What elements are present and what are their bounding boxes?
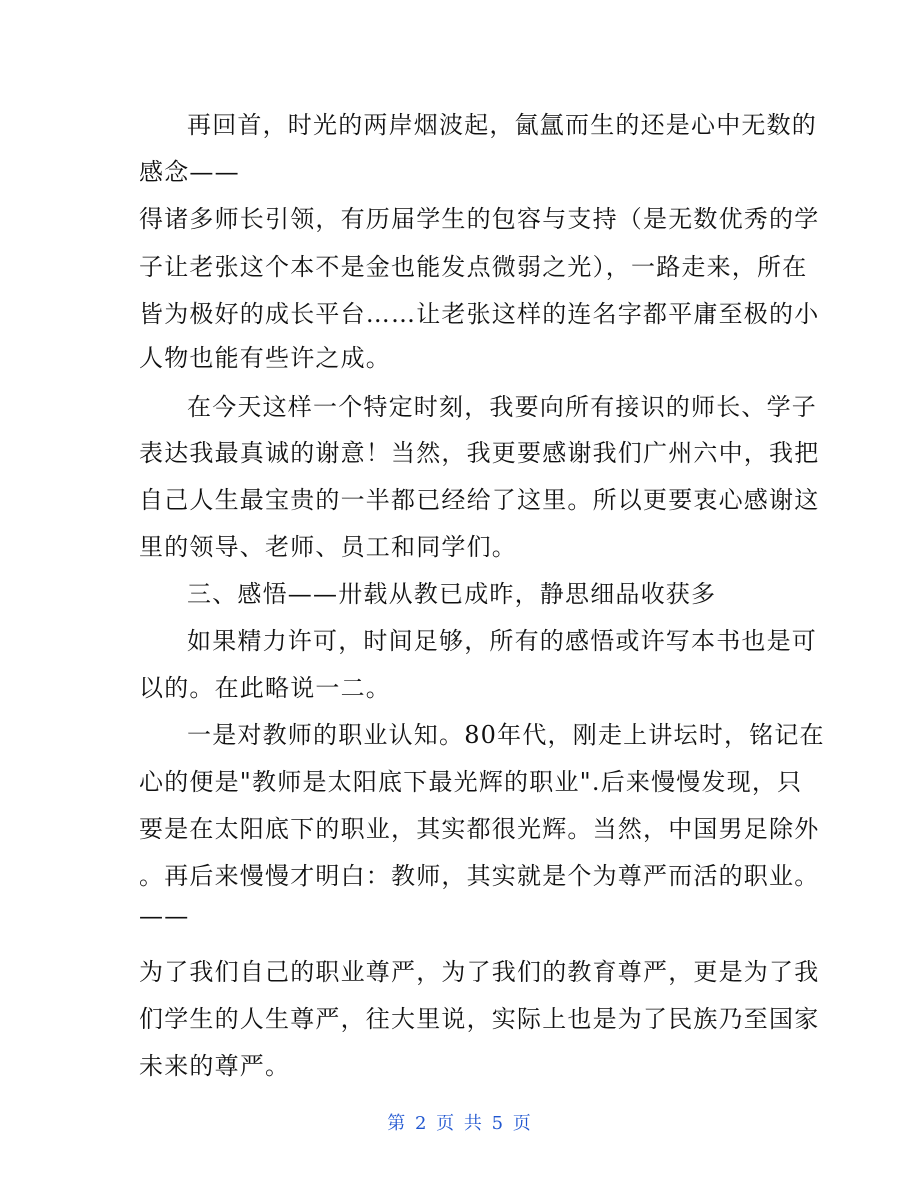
text-line-4: 子让老张这个本不是金也能发点微弱之光），一路走来，所在 bbox=[139, 253, 808, 281]
text-line-1: 再回首，时光的两岸烟波起，氤氲而生的还是心中无数的 bbox=[187, 111, 817, 139]
text-line-16: 要是在太阳底下的职业，其实都很光辉。当然，中国男足除外 bbox=[139, 815, 820, 843]
section-heading: 三、感悟——卅载从教已成昨，静思细品收获多 bbox=[187, 580, 717, 608]
text-line-14: 一是对教师的职业认知。80年代，刚走上讲坛时，铭记在 bbox=[187, 721, 825, 749]
text-line-12: 如果精力许可，时间足够，所有的感悟或许写本书也是可 bbox=[187, 627, 817, 655]
text-line-18: —— bbox=[139, 902, 190, 930]
text-line-7: 在今天这样一个特定时刻，我要向所有接识的师长、学子 bbox=[187, 393, 817, 421]
text-line-20: 们学生的人生尊严，往大里说，实际上也是为了民族乃至国家 bbox=[139, 1005, 820, 1033]
text-line-6: 人物也能有些许之成。 bbox=[139, 344, 391, 372]
text-line-5: 皆为极好的成长平台……让老张这样的连名字都平庸至极的小 bbox=[139, 300, 820, 328]
text-line-21: 未来的尊严。 bbox=[139, 1052, 291, 1080]
text-line-2: 感念—— bbox=[139, 158, 240, 186]
text-line-19: 为了我们自己的职业尊严，为了我们的教育尊严，更是为了我 bbox=[139, 958, 820, 986]
text-line-8: 表达我最真诚的谢意！当然，我更要感谢我们广州六中，我把 bbox=[139, 439, 820, 467]
text-line-15: 心的便是"教师是太阳底下最光辉的职业".后来慢慢发现，只 bbox=[139, 768, 803, 796]
text-line-17: 。再后来慢慢才明白：教师，其实就是个为尊严而活的职业。 bbox=[139, 862, 820, 890]
text-line-13: 以的。在此略说一二。 bbox=[139, 674, 391, 702]
text-line-10: 里的领导、老师、员工和同学们。 bbox=[139, 533, 517, 561]
page-number-footer: 第 2 页 共 5 页 bbox=[387, 1113, 533, 1134]
text-line-3: 得诸多师长引领，有历届学生的包容与支持（是无数优秀的学 bbox=[139, 205, 820, 233]
text-line-9: 自己人生最宝贵的一半都已经给了这里。所以更要衷心感谢这 bbox=[139, 486, 820, 514]
